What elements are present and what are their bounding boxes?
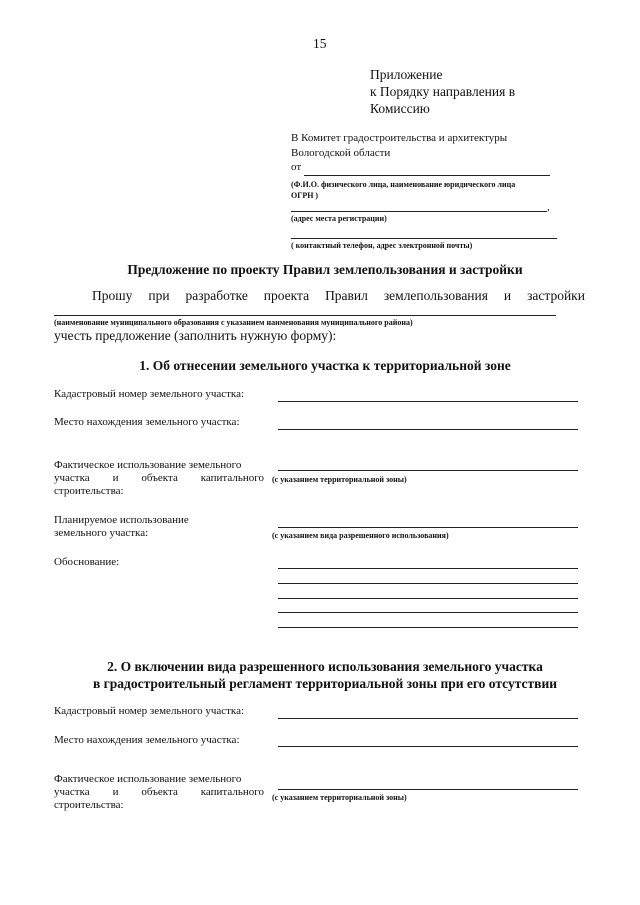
s1-cadastral-label: Кадастровый номер земельного участка: xyxy=(54,388,245,400)
s1-actual-use-label xyxy=(54,459,264,498)
s1-planned-use-line: земельного участка: xyxy=(54,527,149,539)
s1-permitted-use-hint: (с указанием вида разрешенного использования) xyxy=(272,531,449,540)
intro-line-1 xyxy=(92,288,585,304)
intro-word: Правил xyxy=(325,288,368,303)
intro-word: и xyxy=(503,288,512,303)
section2-heading xyxy=(60,658,590,692)
intro-word: при xyxy=(148,288,170,303)
s2-cadastral-field-line[interactable] xyxy=(278,718,578,719)
address-hint: (адрес места регистрации) xyxy=(291,214,387,223)
s1-location-field-line[interactable] xyxy=(278,429,578,430)
intro-word: землепользования xyxy=(383,288,488,303)
addressee-line: В Комитет градостроительства и архитектуры xyxy=(291,132,508,144)
intro-word: застройки xyxy=(527,288,585,303)
page-number: 15 xyxy=(313,36,327,51)
s1-justification-line[interactable] xyxy=(278,627,578,628)
address-field-line[interactable] xyxy=(291,211,547,212)
fio-field-line[interactable] xyxy=(304,175,550,176)
section2-heading-line: в градостроительный регламент территориальной зоны при его отсутствии xyxy=(92,676,558,691)
fio-hint-line: ОГРН ) xyxy=(291,191,319,200)
s1-actual-use-line: участка и объекта капитального xyxy=(54,472,264,484)
address-comma: , xyxy=(547,201,550,213)
fio-hint xyxy=(291,179,515,201)
s2-actual-use-line: участка и объекта капитального xyxy=(54,786,264,798)
s2-cadastral-label: Кадастровый номер земельного участка: xyxy=(54,705,245,717)
appendix-line: Комиссию xyxy=(370,101,430,116)
s1-actual-use-field-line[interactable] xyxy=(278,470,578,471)
s1-cadastral-field-line[interactable] xyxy=(278,401,578,402)
s2-actual-use-line: Фактическое использование земельного xyxy=(54,773,242,785)
s1-justification-line[interactable] xyxy=(278,598,578,599)
intro-word: проекта xyxy=(263,288,310,303)
s1-justification-label: Обоснование: xyxy=(54,556,120,568)
section2-heading-line: 2. О включении вида разрешенного использования земельного участка xyxy=(107,659,543,674)
s1-planned-use-field-line[interactable] xyxy=(278,527,578,528)
from-label: от xyxy=(291,161,302,173)
intro-word: Прошу xyxy=(92,288,133,303)
contact-hint: ( контактный телефон, адрес электронной почты) xyxy=(291,241,473,250)
appendix-block xyxy=(370,66,515,117)
addressee-line: Вологодской области xyxy=(291,147,391,159)
s2-location-field-line[interactable] xyxy=(278,746,578,747)
s2-location-label: Место нахождения земельного участка: xyxy=(54,734,240,746)
s2-territorial-zone-hint: (с указанием территориальной зоны) xyxy=(272,793,407,802)
section1-heading: 1. Об отнесении земельного участка к территориальной зоне xyxy=(139,358,511,373)
s1-actual-use-line: Фактическое использование земельного xyxy=(54,459,242,471)
contact-field-line[interactable] xyxy=(291,238,557,239)
intro-word: разработке xyxy=(185,288,248,303)
s1-location-label: Место нахождения земельного участка: xyxy=(54,416,240,428)
s1-justification-line[interactable] xyxy=(278,583,578,584)
s1-justification-line[interactable] xyxy=(278,612,578,613)
fio-hint-line: (Ф.И.О. физического лица, наименование юридического лица xyxy=(291,180,516,189)
s2-actual-use-line: строительства: xyxy=(54,799,124,811)
addressee-block xyxy=(291,131,507,161)
appendix-line: к Порядку направления в xyxy=(370,84,516,99)
s1-planned-use-line: Планируемое использование xyxy=(54,514,189,526)
municipality-field-line[interactable] xyxy=(54,315,556,316)
s1-actual-use-line: строительства: xyxy=(54,485,124,497)
s2-actual-use-field-line[interactable] xyxy=(278,789,578,790)
s2-actual-use-label xyxy=(54,773,264,812)
document-title: Предложение по проекту Правил землепользования и застройки xyxy=(127,262,523,277)
intro-line-2: учесть предложение (заполнить нужную форму): xyxy=(54,328,337,343)
s1-territorial-zone-hint: (с указанием территориальной зоны) xyxy=(272,475,407,484)
s1-planned-use-label xyxy=(54,514,189,540)
municipality-hint: (наименование муниципального образования с указанием наименования муниципального района) xyxy=(54,318,413,327)
appendix-line: Приложение xyxy=(370,67,443,82)
s1-justification-line[interactable] xyxy=(278,568,578,569)
